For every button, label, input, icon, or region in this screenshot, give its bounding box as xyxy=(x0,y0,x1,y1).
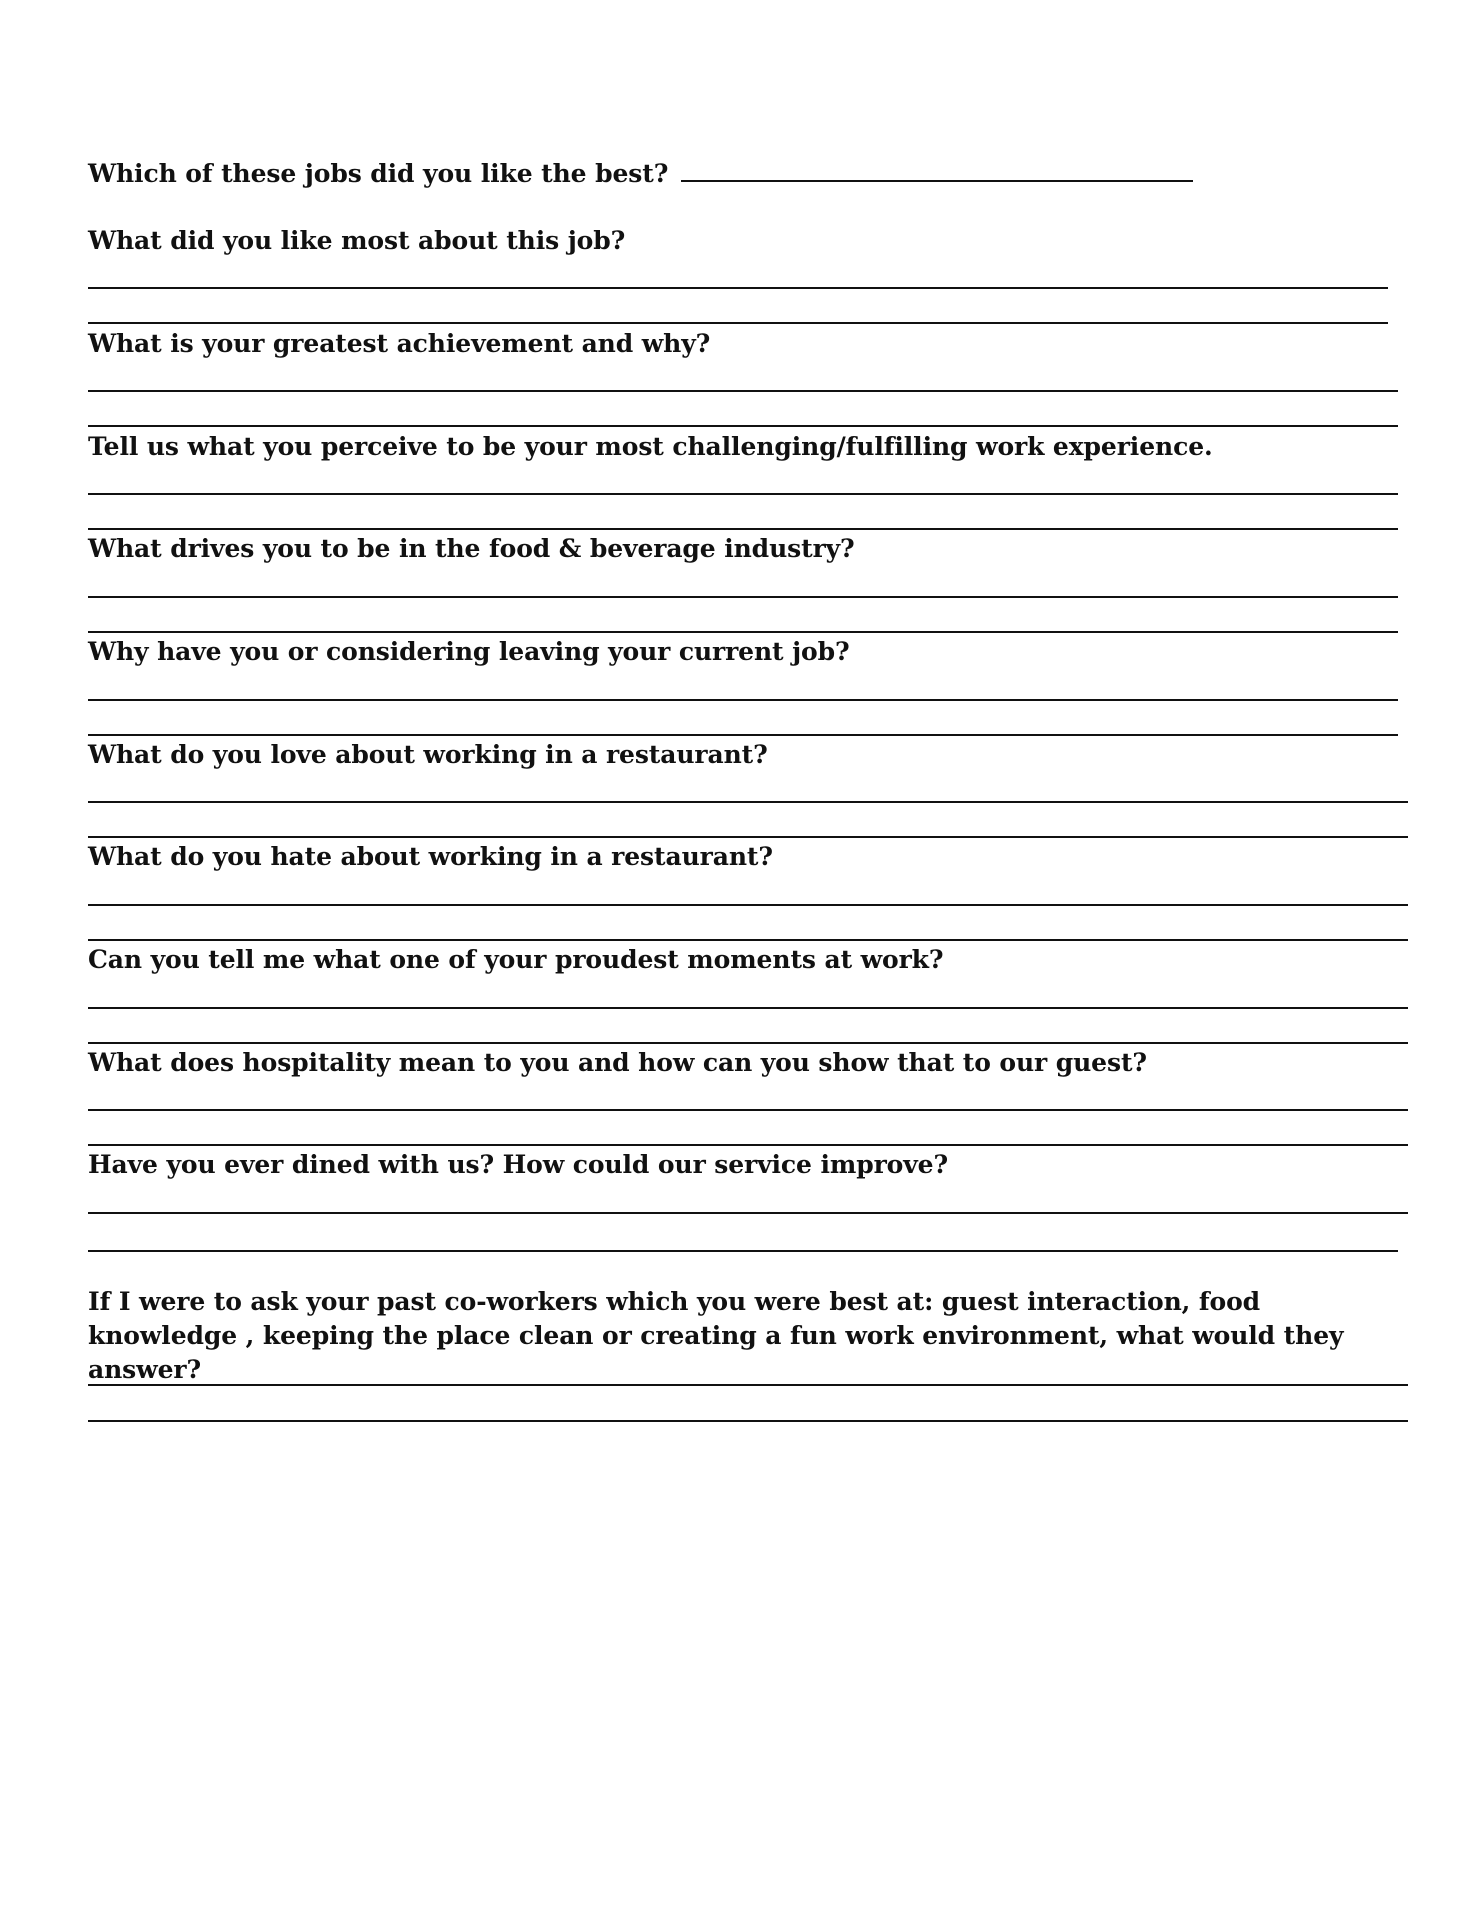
question-2: What did you like most about this job? xyxy=(88,226,626,255)
answer-line-3a[interactable] xyxy=(88,390,1398,392)
question-1 xyxy=(88,156,1193,191)
question-6: Why have you or considering leaving your current job? xyxy=(88,637,850,666)
answer-line-12b[interactable] xyxy=(88,1420,1408,1422)
answer-line-4b[interactable] xyxy=(88,528,1398,530)
answer-line-2a[interactable] xyxy=(88,287,1388,289)
answer-line-12a[interactable] xyxy=(88,1384,1408,1386)
question-4: Tell us what you perceive to be your most challenging/fulfilling work experience. xyxy=(88,432,1213,461)
answer-line-9a[interactable] xyxy=(88,1007,1408,1009)
question-9: Can you tell me what one of your proudest moments at work? xyxy=(88,945,944,974)
answer-line-11b[interactable] xyxy=(88,1250,1398,1252)
answer-line-10a[interactable] xyxy=(88,1109,1408,1111)
answer-line-6a[interactable] xyxy=(88,699,1398,701)
question-5: What drives you to be in the food & beverage industry? xyxy=(88,534,855,563)
answer-line-11a[interactable] xyxy=(88,1212,1408,1214)
question-12: If I were to ask your past co-workers which you were best at: guest interaction, food knowledge , keeping the place clean or creating a fun work environment, what would they answer? xyxy=(88,1287,1344,1384)
answer-line-5a[interactable] xyxy=(88,596,1398,598)
answer-line-7b[interactable] xyxy=(88,836,1408,838)
question-10: What does hospitality mean to you and how can you show that to our guest? xyxy=(88,1048,1147,1077)
question-1-text: Which of these jobs did you like the best? xyxy=(88,159,669,188)
answer-line-9b[interactable] xyxy=(88,1042,1408,1044)
answer-line-6b[interactable] xyxy=(88,734,1398,736)
answer-line-8a[interactable] xyxy=(88,904,1408,906)
question-3: What is your greatest achievement and why? xyxy=(88,329,711,358)
question-11: Have you ever dined with us? How could our service improve? xyxy=(88,1150,949,1179)
question-8: What do you hate about working in a restaurant? xyxy=(88,842,773,871)
answer-line-4a[interactable] xyxy=(88,493,1398,495)
answer-line-8b[interactable] xyxy=(88,939,1408,941)
answer-line-5b[interactable] xyxy=(88,631,1398,633)
answer-line-10b[interactable] xyxy=(88,1144,1408,1146)
answer-line-3b[interactable] xyxy=(88,425,1398,427)
answer-line-7a[interactable] xyxy=(88,801,1408,803)
question-7: What do you love about working in a restaurant? xyxy=(88,740,768,769)
answer-line-2b[interactable] xyxy=(88,322,1388,324)
answer-line-1[interactable] xyxy=(681,156,1193,182)
